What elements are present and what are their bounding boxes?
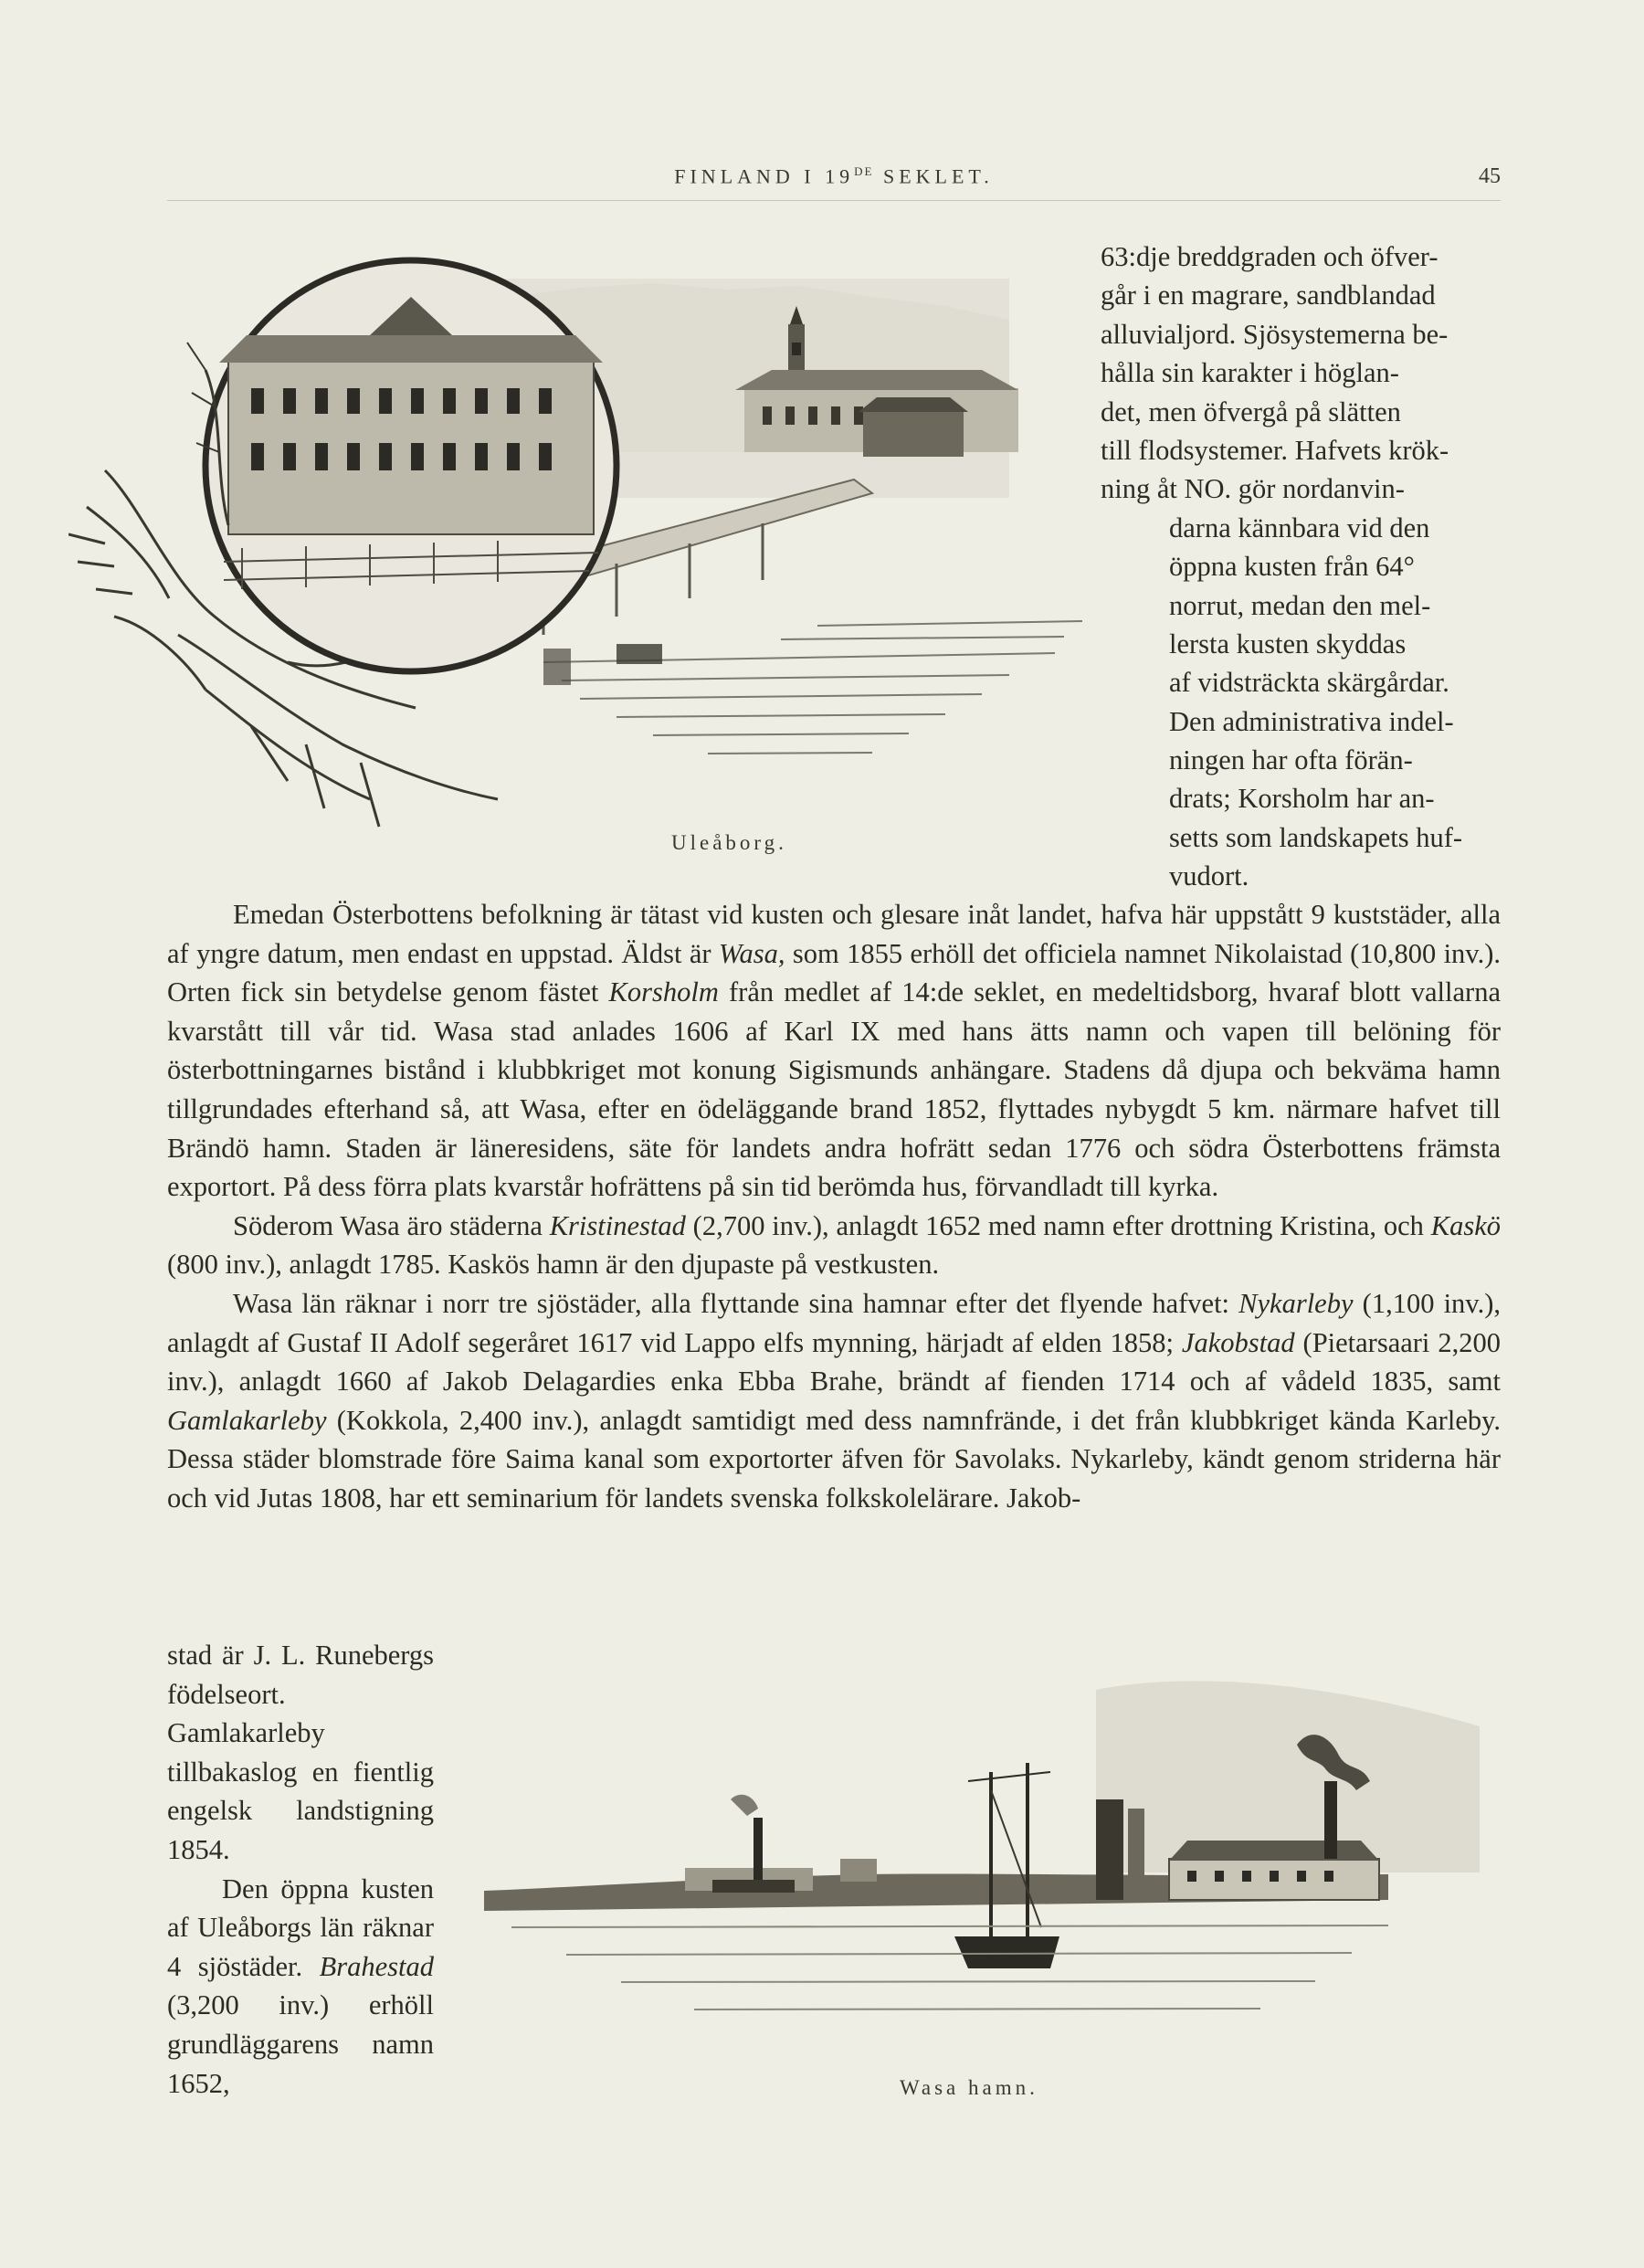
text-line: af vidsträckta skärgårdar. — [1169, 667, 1449, 699]
text-line: drats; Korsholm har an- — [1169, 783, 1435, 815]
paragraph-uleaborg-lan — [167, 1870, 434, 2104]
page-number: 45 — [1479, 164, 1501, 188]
text-line: till flodsystemer. Hafvets krök- — [1101, 434, 1449, 466]
text-line: Den administrativa indel- — [1169, 705, 1454, 737]
steamboat — [712, 1818, 795, 1893]
text-run: (800 inv.), anlagdt 1785. Kaskös hamn är den djupaste på vestkusten. — [167, 1249, 940, 1281]
place-name-jakobstad: Jakobstad — [1181, 1326, 1295, 1358]
text-run: (3,200 inv.) erhöll grundläggarens namn 1652, — [167, 1989, 434, 2099]
place-name-kasko: Kaskö — [1430, 1209, 1501, 1241]
text-run: Den öppna kusten af Uleåborgs län räknar 4 sjöstäder. — [167, 1872, 434, 1982]
text-run: Emedan Österbottens befolkning är tätast vid kusten och glesare inåt landet, hafva här uppstått 9 kuststäder, alla af yngre datum, men endast en uppstad. Äldst är — [167, 899, 1501, 969]
text-line: 63:dje breddgraden och öfver- — [1101, 241, 1438, 272]
text-line: öppna kusten från 64° — [1169, 551, 1415, 583]
paragraph-wasa-lan — [167, 1284, 1501, 1518]
water-ripples — [511, 1925, 1388, 2010]
place-name-gamlakarleby: Gamlakarleby — [167, 1404, 327, 1436]
paragraph-runeberg: stad är J. L. Runebergs födelseort. Gamlakarleby tillbakaslog en fientlig engelsk landstigning 1854. — [167, 1640, 434, 1865]
place-name-brahestad: Brahestad — [319, 1950, 434, 1982]
running-title-superscript: DE — [854, 164, 874, 178]
text-line: det, men öfvergå på slätten — [1101, 396, 1401, 427]
text-run: Söderom Wasa äro städerna — [233, 1209, 550, 1241]
text-line: lersta kusten skyddas — [1169, 628, 1407, 659]
text-line: darna kännbara vid den — [1169, 512, 1430, 543]
paragraph-kristinestad — [167, 1207, 1501, 1284]
text-line: hålla sin karakter i höglan- — [1101, 357, 1399, 389]
place-name-kristinestad: Kristinestad — [549, 1209, 686, 1241]
text-run: (Kokkola, 2,400 inv.), anlagdt samtidigt med dess namnfrände, i det från klubbkriget kända Karleby. Dessa städer blomstrade före Saima kanal som exportorter äfven för Savolaks. Nykarleby, kändt genom striderna här och vid Jutas 1808, har ett seminarium för landets svenska folkskolelärare. Jakob- — [167, 1404, 1501, 1514]
medallion — [187, 260, 616, 671]
running-title-text: FINLAND I 19 — [674, 164, 855, 188]
text-line: ning åt NO. gör nordanvin- — [1101, 473, 1405, 505]
running-title — [167, 164, 1501, 188]
wasa-harbour-illustration — [457, 1672, 1507, 2055]
place-name-nykarleby: Nykarleby — [1238, 1287, 1354, 1319]
text-run: (Pietarsaari 2,200 inv.), anlagdt 1660 af Jakob Delagardies enka Ebba Brahe, brändt af fienden 1714 och af vådeld 1835, samt — [167, 1326, 1501, 1398]
place-name-wasa: Wasa, — [718, 937, 785, 969]
uleaborg-illustration — [68, 233, 1123, 891]
text-line: ningen har ofta förän- — [1169, 744, 1413, 776]
text-line: vudort. — [1169, 860, 1249, 892]
running-head — [167, 164, 1501, 192]
figure-caption-wasa-hamn: Wasa hamn. — [900, 2076, 1038, 2099]
figure-caption-uleaborg: Uleåborg. — [671, 831, 787, 854]
right-text-column — [1101, 237, 1501, 896]
text-run: från medlet af 14:de seklet, en medeltidsborg, hvaraf blott vallarna kvarstått till vår tid. Wasa stad anlades 1606 af Karl IX med hans ätts namn och vapen till belöning för österbottningarnes bistånd i klubbkriget mot konung Sigismunds anhängare. Stadens då djupa och bekväma hamn tillgrundades efterhand så, att Wasa, efter en ödeläggande brand 1852, flyttades nybygdt 5 km. närmare hafvet till Brändö hamn. Staden är läneresidens, säte för landets andra hofrätt sedan 1776 och södra Österbottens främsta exportort. På dess förra plats kvarstår hofrättens på sin tid berömda hus, förvandladt till kyrka. — [167, 976, 1501, 1203]
paragraph-wasa — [167, 895, 1501, 1207]
text-line: norrut, medan den mel- — [1169, 589, 1431, 621]
place-name-korsholm: Korsholm — [608, 976, 719, 1008]
left-text-column — [167, 1636, 434, 2103]
main-body-text — [167, 895, 1501, 1518]
text-run: (2,700 inv.), anlagdt 1652 med namn efter drottning Kristina, och — [685, 1209, 1431, 1241]
text-line: setts som landskapets huf- — [1169, 821, 1463, 853]
text-run: som 1855 erhöll det officiela namnet Nikolaistad (10,800 inv.). Orten fick sin betydelse genom fästet — [167, 937, 1501, 1008]
text-line: går i en magrare, sandblandad — [1101, 280, 1436, 311]
text-run: Wasa län räknar i norr tre sjöstäder, alla flyttande sina hamnar efter det flyende hafvet: — [233, 1287, 1239, 1319]
header-rule — [167, 200, 1501, 201]
text-run: (1,100 inv.), anlagdt af Gustaf II Adolf segeråret 1617 vid Lappo elfs mynning, härjadt af elden 1858; — [167, 1287, 1501, 1358]
text-line: alluvialjord. Sjösystemerna be- — [1101, 318, 1449, 350]
ship — [954, 1763, 1059, 1968]
running-title-end: SEKLET. — [873, 164, 994, 188]
